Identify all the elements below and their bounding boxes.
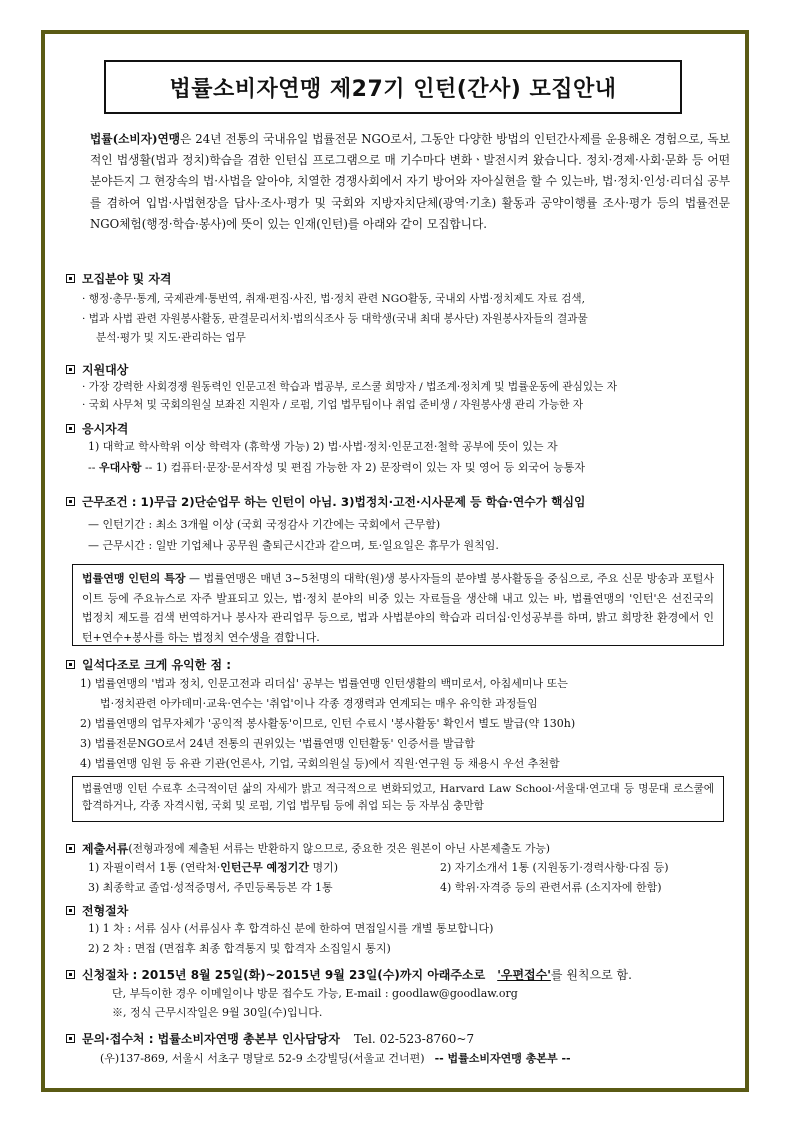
preference-label: 우대사항	[98, 461, 142, 474]
benefit-line-1: 1) 법률연맹의 '법과 정치, 인문고전과 리더십' 공부는 법률연맹 인턴생활의 백미로서, 아침세미나 또는	[80, 677, 568, 690]
application-period: 신청절차 : 2015년 8월 25일(화)~2015년 9월 23일(수)까지 아래주소로	[82, 968, 486, 982]
contact-heading: 문의·접수처 : 법률소비자연맹 총본부 인사담당자	[82, 1032, 340, 1046]
square-bullet-icon	[66, 497, 75, 506]
recruit-line-1: · 행정·총무·통계, 국제관계·통번역, 취재·편집·사진, 법·정치 관련 NGO활동, 국내외 사법·정치제도 자료 검색,	[82, 293, 585, 305]
document-1: 1) 자필이력서 1통 (연락처·인턴근무 예정기간 명기)	[88, 861, 339, 874]
square-bullet-icon	[66, 970, 75, 979]
contact-address: (우)137-869, 서울시 서초구 명달로 52-9 소강빌딩(서울교 건너편) -- 법률소비자연맹 총본부 --	[100, 1052, 571, 1065]
square-bullet-icon	[66, 844, 75, 853]
intro-paragraph	[90, 129, 730, 235]
benefit-line-4: 4) 법률연맹 임원 등 유관 기관(언론사, 기업, 국회의원실 등)에서 직원·연구원 등 채용시 우선 추천함	[80, 757, 560, 770]
section-heading: 지원대상	[82, 363, 129, 377]
testimonial-body: 법률연맹 인턴 수료후 소극적이던 삶의 자세가 밝고 적극적으로 변화되었고, Harvard Law School·서울대·연고대 등 명문대 로스쿨에 합격하거나, 각종 자격시험, 국회 및 로펌, 기업 법무팀 등에 취업 되는 등 자부심 충만함	[82, 783, 715, 812]
contact-tel: Tel. 02-523-8760~7	[353, 1031, 475, 1046]
mail-method: '우편접수'	[497, 968, 551, 982]
section-qualifications	[66, 420, 128, 437]
application-rule: 를 원칙으로 함.	[550, 968, 632, 982]
section-application	[66, 966, 632, 983]
square-bullet-icon	[66, 424, 75, 433]
intro-lead: 법률(소비자)연맹	[90, 132, 181, 146]
square-bullet-icon	[66, 365, 75, 374]
application-note: 단, 부득이한 경우 이메일이나 방문 접수도 가능, E-mail : goodlaw@goodlaw.org	[112, 987, 518, 1000]
section-work-conditions	[66, 493, 585, 510]
section-recruit-field	[66, 270, 172, 287]
work-period-line: — 인턴기간 : 최소 3개월 이상 (국회 국정감사 기간에는 국회에서 근무함)	[88, 518, 441, 531]
document-2: 2) 자기소개서 1통 (지원동기·경력사항·다짐 등)	[440, 861, 669, 874]
section-heading: 근무조건 : 1)무급 2)단순업무 하는 인턴이 아님. 3)법정치·고전·시사문제 등 학습·연수가 핵심임	[82, 495, 586, 509]
square-bullet-icon	[66, 274, 75, 283]
testimonial-box	[72, 776, 724, 822]
section-documents	[66, 840, 550, 857]
benefit-line-2: 2) 법률연맹의 업무자체가 '공익적 봉사활동'이므로, 인턴 수료시 '봉사활동' 확인서 별도 발급(약 130h)	[80, 717, 576, 730]
page-title: 법률소비자연맹 제27기 인턴(간사) 모집안내	[169, 76, 617, 102]
section-benefits	[66, 656, 231, 673]
benefit-line-3: 3) 법률전문NGO로서 24년 전통의 권위있는 '법률연맹 인턴활동' 인증서를 발급함	[80, 737, 475, 750]
qualification-line-1: 1) 대학교 학사학위 이상 학력자 (휴학생 가능) 2) 법·사법·정치·인문고전·철학 공부에 뜻이 있는 자	[88, 440, 558, 453]
recruit-line-3: 분석·평가 및 지도·관리하는 업무	[96, 332, 246, 344]
section-contact	[66, 1030, 474, 1047]
intro-body: 은 24년 전통의 국내유일 법률전문 NGO로서, 그동안 다양한 방법의 인턴간사제를 운용해온 경험으로, 독보적인 법생활(법과 정치)학습을 겸한 인턴십 프로그램으로 매 기수마다 변화ㆍ발전시켜 왔습니다. 정치·경제·사회·문화 등 어떤 분야든지 그 현장속의 법·사법을 알아야, 치열한 경쟁사회에서 자기 방어와 자아실현을 할 수 있는바, 법·정치·인성·리더십 공부를 겸하여 입법·사법현장을 답사·조사·평가 및 국회와 지방자치단체(광역·기초) 활동과 공약이행률 조사·평가 등의 법률전문NGO체험(행정·학습·봉사)에 뜻이 있는 인재(인턴)를 아래와 같이 모집합니다.	[90, 132, 730, 231]
square-bullet-icon	[66, 660, 75, 669]
section-heading: 일석다조로 크게 유익한 점 :	[82, 658, 232, 672]
start-date-note: ※, 정식 근무시작일은 9월 30일(수)입니다.	[112, 1006, 323, 1019]
section-heading: 응시자격	[82, 422, 129, 436]
applicants-line-1: · 가장 강력한 사회경쟁 원동력인 인문고전 학습과 법공부, 로스쿨 희망자 / 법조계·정치계 및 법률운동에 관심있는 자	[82, 381, 617, 393]
work-hours-line: — 근무시간 : 일반 기업체나 공무원 출퇴근시간과 같으며, 토·일요일은 휴무가 원칙임.	[88, 539, 499, 552]
title-box	[104, 60, 682, 114]
section-heading: 전형절차	[82, 904, 129, 918]
section-heading: 제출서류	[82, 842, 129, 856]
features-body: — 법률연맹은 매년 3~5천명의 대학(원)생 봉사자들의 분야별 봉사활동을 중심으로, 주요 신문 방송과 포털사이트 등에 주요뉴스로 자주 발표되고 있는, 법·정치 분야의 비중 있는 자료들을 생산해 내고 있는 바, 법률연맹의 '인턴'은 선진국의 법정치 제도를 검색 번역하거나 봉사자 관리업무 등으로, 법과 사법분야의 학습과 리더십·인성공부를 하며, 밝고 희망찬 환경에서 인턴+연수+봉사를 하는 법정치 연수생을 겸합니다.	[82, 572, 714, 644]
documents-note: (전형과정에 제출된 서류는 반환하지 않으므로, 중요한 것은 원본이 아닌 사본제출도 가능)	[128, 842, 551, 855]
section-heading: 모집분야 및 자격	[82, 272, 172, 286]
selection-step-2: 2) 2 차 : 면접 (면접후 최종 합격통지 및 합격자 소집일시 통지)	[88, 942, 391, 955]
square-bullet-icon	[66, 906, 75, 915]
section-selection	[66, 902, 128, 919]
square-bullet-icon	[66, 1034, 75, 1043]
section-applicants	[66, 361, 128, 378]
org-signature: -- 법률소비자연맹 총본부 --	[434, 1052, 571, 1065]
qualification-line-2: -- 우대사항 -- 1) 컴퓨터·문장·문서작성 및 편집 가능한 자 2) 문장력이 있는 자 및 영어 등 외국어 능통자	[88, 461, 586, 474]
recruit-line-2: · 법과 사법 관련 자원봉사활동, 판결문리서치·법의식조사 등 대학생(국내 최대 봉사단) 자원봉사자들의 결과물	[82, 313, 588, 325]
document-4: 4) 학위·자격증 등의 관련서류 (소지자에 한함)	[440, 881, 662, 894]
features-lead: 법률연맹 인턴의 특장	[82, 572, 186, 585]
applicants-line-2: · 국회 사무처 및 국회의원실 보좌진 지원자 / 로펌, 기업 법무팀이나 취업 준비생 / 자원봉사생 관리 가능한 자	[82, 399, 583, 411]
intern-features-box	[72, 564, 724, 646]
document-3: 3) 최종학교 졸업·성적증명서, 주민등록등본 각 1통	[88, 881, 333, 894]
benefit-line-1b: 법·정치관련 아카데미·교육·연수는 '취업'이나 각종 경쟁력과 연계되는 매우 유익한 과정들임	[100, 697, 538, 710]
selection-step-1: 1) 1 차 : 서류 심사 (서류심사 후 합격하신 분에 한하여 면접일시를 개별 통보합니다)	[88, 922, 494, 935]
